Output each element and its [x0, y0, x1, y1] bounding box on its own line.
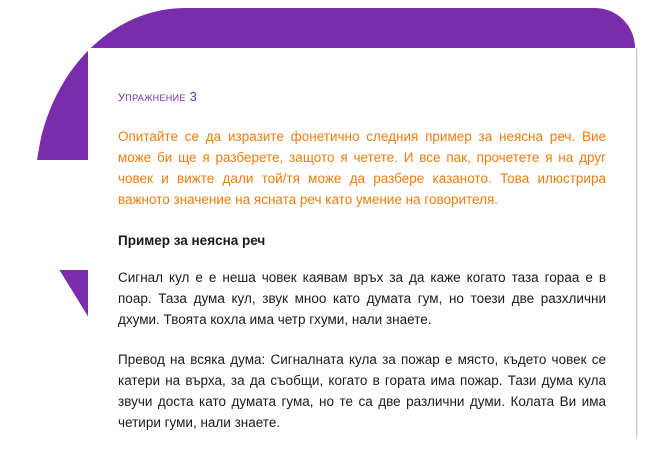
body-paragraph-2: Превод на всяка дума: Сигналната кула за пожар е място, където човек се катери на върха, за да съобщи, когато в гората има пожар. Тази дума кула звучи доста като думата гума, но те са две различни думи. Колата Ви има четири гуми, нали знаете.	[118, 352, 606, 431]
exercise-title: упражнение 3	[118, 88, 198, 105]
card-bottom-strip	[88, 438, 637, 442]
section-subheading: Пример за неясна реч	[118, 232, 266, 248]
content-card-inner	[88, 48, 636, 474]
body-paragraph-1: Сигнал кул е е неша човек каявам връх за да каже когато таза гораа е в поар. Таза дума кул, звук мноо като думата гум, но тоези две разхлични дхуми. Твоята кохла има четр гхуми, нали знаете.	[118, 269, 606, 327]
intro-paragraph: Опитайте се да изразите фонетично следния пример за неясна реч. Вие може би ще я разберете, защото я четете. И все пак, прочетете я на друг човек и вижте дали той/тя може да разбере казаното. Това илюстрира важното значение на ясната реч като умение на говорителя.	[118, 129, 606, 207]
content-card	[88, 48, 637, 439]
